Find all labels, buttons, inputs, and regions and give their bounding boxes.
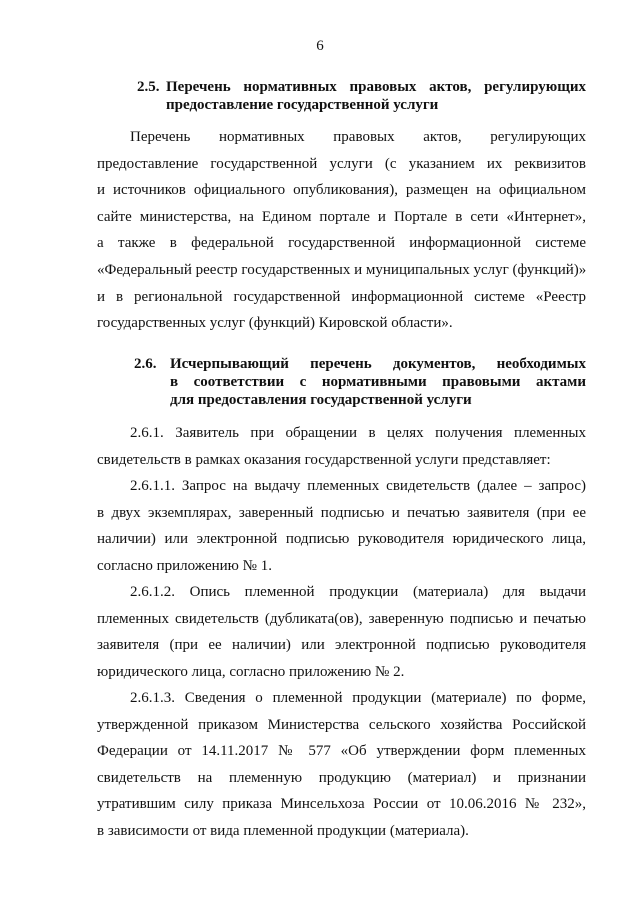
paragraph-line: свидетельств на племенную продукцию (материал) и признании (97, 769, 586, 786)
paragraph-line: государственных услуг (функций) Кировской области». (97, 315, 453, 332)
section-2-6-title-line-1: Исчерпывающий перечень документов, необходимых (170, 356, 586, 372)
paragraph-line: а также в федеральной государственной информационной системе (97, 235, 586, 252)
paragraph-line: утратившим силу приказа Минсельхоза России от 10.06.2016 № 232», (97, 796, 586, 813)
section-2-5-number: 2.5. (137, 79, 160, 95)
paragraph-2-6-1-2 (97, 579, 586, 685)
paragraph-2-6-1 (97, 420, 586, 473)
paragraph-line: Перечень нормативных правовых актов, регулирующих (130, 129, 586, 145)
paragraph-line: в зависимости от вида племенной продукции (материала). (97, 822, 469, 839)
paragraph-line: утвержденной приказом Министерства сельского хозяйства Российской (97, 716, 586, 733)
paragraph-line: «Федеральный реестр государственных и муниципальных услуг (функций)» (97, 261, 587, 278)
paragraph-line: в двух экземплярах, заверенный подписью и печатью заявителя (при ее (97, 504, 586, 521)
section-2-6-number: 2.6. (134, 356, 157, 372)
paragraph-line: согласно приложению № 1. (97, 557, 272, 574)
section-2-5-paragraph (97, 124, 586, 337)
paragraph-line: 2.6.1. Заявитель при обращении в целях получения племенных (130, 425, 586, 441)
page-number: 6 (316, 38, 324, 54)
paragraph-line: Федерации от 14.11.2017 № 577 «Об утверждении форм племенных (97, 743, 586, 760)
paragraph-line: и источников официального опубликования), размещен на официальном (97, 182, 586, 199)
section-2-6-heading (134, 355, 586, 409)
paragraph-line: 2.6.1.3. Сведения о племенной продукции (материале) по форме, (130, 690, 586, 706)
paragraph-line: наличии) или электронной подписью руководителя юридического лица, (97, 531, 586, 548)
paragraph-line: 2.6.1.2. Опись племенной продукции (материала) для выдачи (130, 584, 586, 600)
paragraph-line: сайте министерства, на Едином портале и Портале в сети «Интернет», (97, 208, 586, 225)
paragraph-line: племенных свидетельств (дубликата(ов), заверенную подписью и печатью (97, 610, 586, 627)
paragraph-line: свидетельств в рамках оказания государственной услуги представляет: (97, 451, 551, 468)
paragraph-line: 2.6.1.1. Запрос на выдачу племенных свидетельств (далее – запрос) (130, 478, 586, 494)
section-2-5-title-line-1: Перечень нормативных правовых актов, регулирующих (166, 79, 586, 95)
paragraph-2-6-1-1 (97, 473, 586, 579)
paragraph-line: юридического лица, согласно приложению № 2. (97, 663, 405, 680)
paragraph-2-6-1-3 (97, 685, 586, 845)
paragraph-line: и в региональной государственной информационной системе «Реестр (97, 288, 586, 305)
section-2-6-title-line-3: для предоставления государственной услуги (170, 392, 472, 408)
paragraph-line: предоставление государственной услуги (с указанием их реквизитов (97, 155, 586, 172)
section-2-6-title-line-2: в соответствии с нормативными правовыми актами (170, 374, 586, 390)
paragraph-line: заявителя (при ее наличии) или электронной подписью руководителя (97, 637, 586, 654)
section-2-5-heading (137, 78, 586, 114)
section-2-5-title-line-2: предоставление государственной услуги (166, 97, 439, 113)
